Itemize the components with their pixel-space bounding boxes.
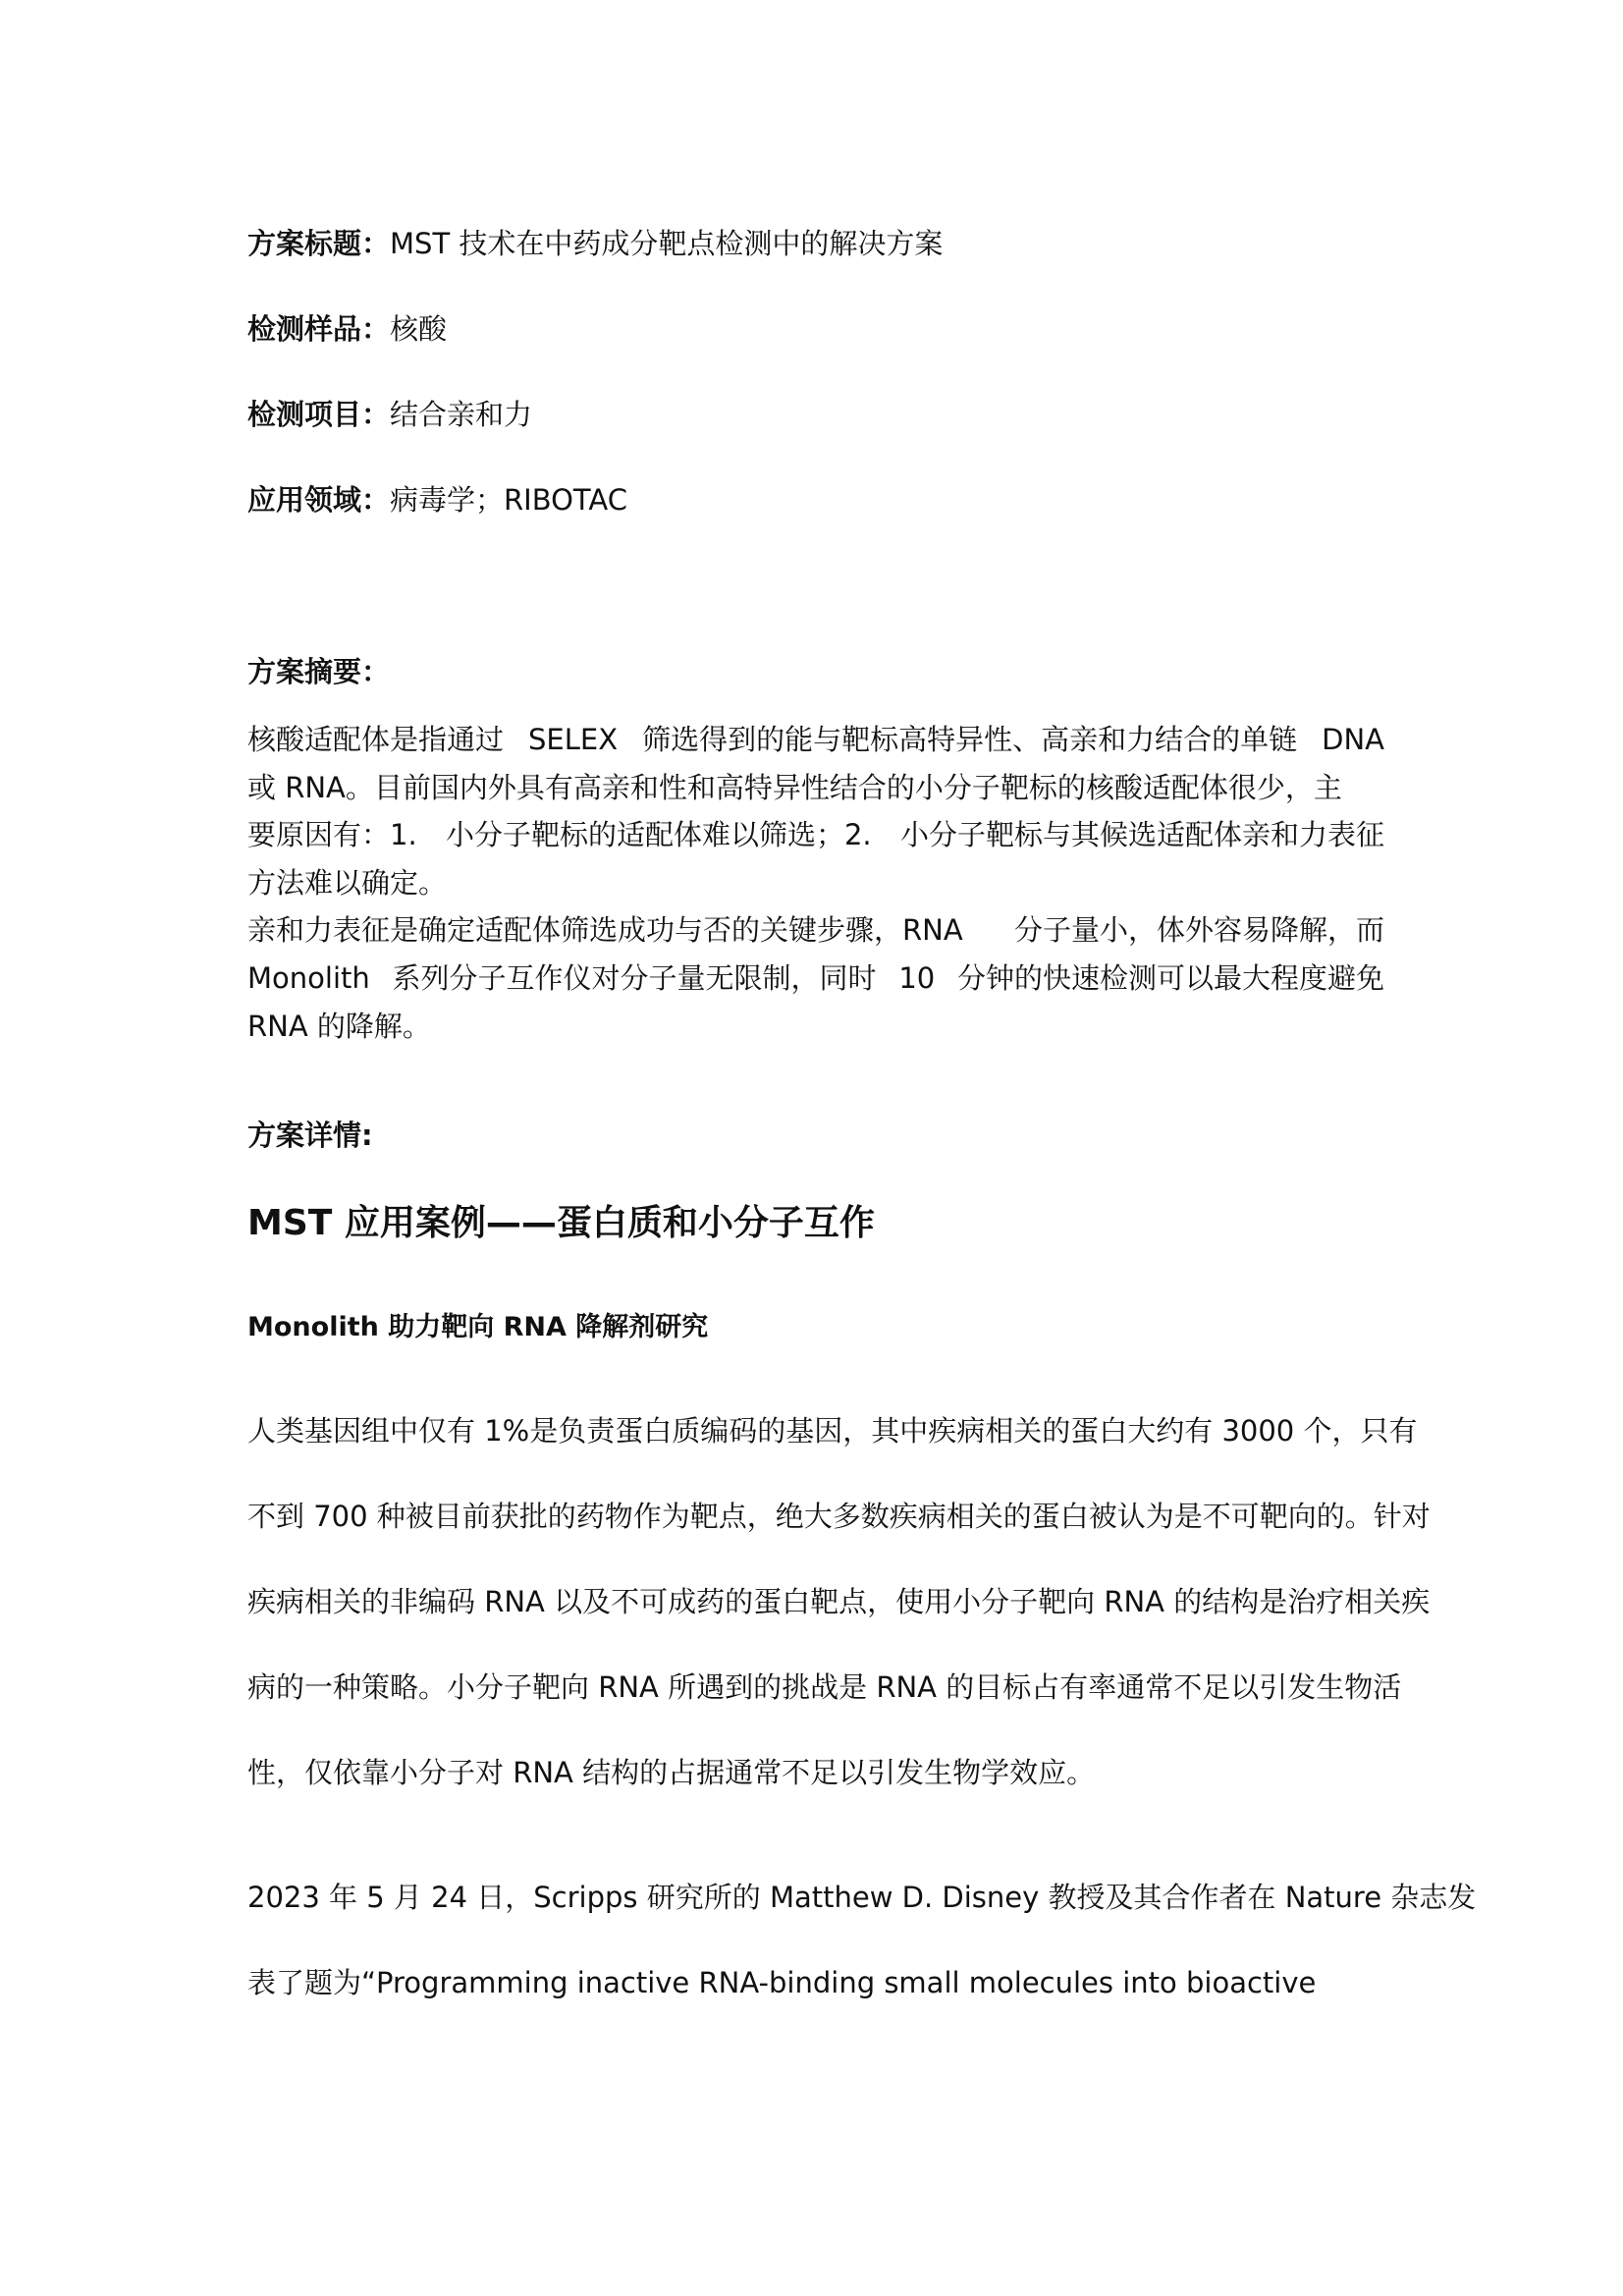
meta-item-line [247, 395, 532, 434]
abstract-line [247, 811, 1384, 859]
case-subtitle: Monolith 助力靶向 RNA 降解剂研究 [247, 1312, 709, 1342]
abstract-text: 核酸适配体是指通过 [247, 723, 505, 756]
abstract-text: 系列分子互作仪对分子量无限制，同时 [392, 960, 877, 995]
abstract-text: 或 RNA。目前国内外具有高亲和性和高特异性结合的小分子靶标的核酸适配体很少，主 [247, 770, 1342, 804]
paragraph-line: 性，仅依靠小分子对 RNA 结构的占据通常不足以引发生物学效应。 [247, 1756, 1096, 1789]
abstract-line [247, 955, 1384, 1003]
abstract-text: Monolith [247, 960, 370, 995]
abstract-line [247, 859, 1384, 907]
paragraph-line: 人类基因组中仅有 1%是负责蛋白质编码的基因，其中疾病相关的蛋白大约有 3000 个，只有 [247, 1414, 1418, 1448]
abstract-text: 10 [898, 960, 936, 995]
abstract-text: 要原因有：1. [247, 818, 417, 852]
abstract-text: DNA [1322, 723, 1384, 756]
meta-sample-label: 检测样品： [247, 312, 391, 346]
meta-title-value: MST 技术在中药成分靶点检测中的解决方案 [390, 227, 944, 260]
abstract-heading: 方案摘要： [247, 655, 391, 688]
meta-title-line [247, 224, 943, 263]
abstract-line [247, 716, 1384, 764]
paragraph-line: 病的一种策略。小分子靶向 RNA 所遇到的挑战是 RNA 的目标占有率通常不足以引发生物活 [247, 1670, 1402, 1704]
abstract-text: 筛选得到的能与靶标高特异性、高亲和力结合的单链 [642, 723, 1298, 756]
meta-sample-value: 核酸 [390, 312, 448, 346]
meta-item-value: 结合亲和力 [390, 398, 533, 431]
abstract-text: 方法难以确定。 [247, 865, 448, 900]
paragraph-line: 表了题为“Programming inactive RNA-binding small molecules into bioactive [247, 1966, 1317, 1999]
abstract-text: 小分子靶标的适配体难以筛选；2. [445, 818, 872, 852]
abstract-line [247, 906, 1384, 955]
paragraph-line: 不到 700 种被目前获批的药物作为靶点，绝大多数疾病相关的蛋白被认为是不可靶向的。针对 [247, 1500, 1431, 1533]
abstract-line [247, 764, 1384, 812]
abstract-text: 分钟的快速检测可以最大程度避免 [956, 960, 1384, 995]
abstract-text: RNA 的降解。 [247, 1009, 431, 1043]
meta-field-value: 病毒学；RIBOTAC [390, 483, 627, 517]
paragraph-line: 疾病相关的非编码 RNA 以及不可成药的蛋白靶点，使用小分子靶向 RNA 的结构是治疗相关疾 [247, 1585, 1431, 1618]
meta-field-line [247, 480, 627, 519]
meta-field-label: 应用领域： [247, 483, 391, 517]
abstract-body [247, 716, 1384, 1050]
abstract-text: 亲和力表征是确定适配体筛选成功与否的关键步骤，RNA [247, 913, 963, 948]
abstract-text: SELEX [528, 723, 619, 756]
abstract-text: 分子量小，体外容易降解，而 [1013, 913, 1384, 948]
meta-title-label: 方案标题： [247, 227, 391, 260]
meta-item-label: 检测项目： [247, 398, 391, 431]
abstract-text: 小分子靶标与其候选适配体亲和力表征 [899, 818, 1384, 852]
details-heading: 方案详情: [247, 1119, 373, 1152]
abstract-line [247, 1003, 1384, 1051]
case-title: MST 应用案例——蛋白质和小分子互作 [247, 1203, 875, 1243]
meta-sample-line [247, 309, 447, 349]
paragraph-line: 2023 年 5 月 24 日，Scripps 研究所的 Matthew D. Disney 教授及其合作者在 Nature 杂志发 [247, 1881, 1477, 1914]
